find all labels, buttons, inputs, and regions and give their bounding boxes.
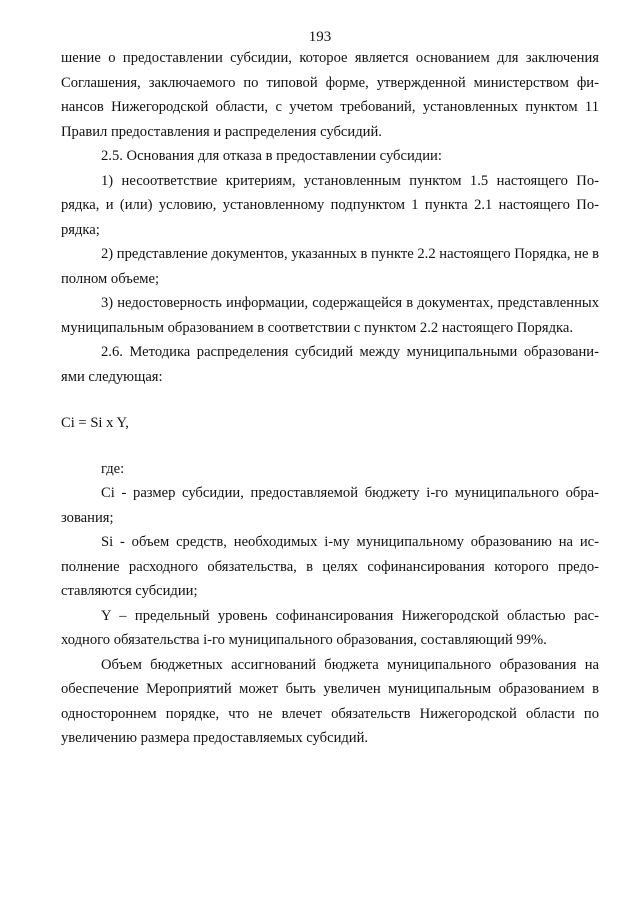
paragraph-budget-allocations: Объем бюджетных ассигнований бюджета муниципального образования на обеспечение Мероприятий может быть увеличен муниципальным образованием в одностороннем порядке, что не влечет обязательств Нижегородской области по увеличению размера предоставляемых субсидий.: [61, 656, 599, 746]
document-body: [61, 46, 599, 751]
paragraph-refusal-ground-1: 1) несоответствие критериям, установленным пунктом 1.5 настоящего Порядка, и (или) условию, установленному подпунктом 1 пункта 2.1 настоящего Порядка;: [61, 172, 599, 238]
page-number: 193: [308, 29, 332, 45]
paragraph-refusal-ground-2: 2) представление документов, указанных в пункте 2.2 настоящего Порядка, не в полном объеме;: [61, 246, 599, 287]
formula-where-label: где:: [101, 460, 125, 477]
paragraph-refusal-ground-3: 3) недостоверность информации, содержащейся в документах, представленных муниципальным образованием в соответствии с пунктом 2.2 настоящего Порядка.: [61, 295, 599, 336]
definition-si: Si - объем средств, необходимых i-му муниципальному образованию на исполнение расходного обязательства, в целях софинансирования которого предоставляются субсидии;: [61, 534, 599, 599]
definition-ci: Ci - размер субсидии, предоставляемой бюджету i-го муниципального образования;: [61, 485, 599, 526]
paragraph-refusal-grounds-heading: 2.5. Основания для отказа в предоставлении субсидии:: [101, 148, 442, 164]
paragraph-distribution-method: 2.6. Методика распределения субсидий между муниципальными образованиями следующая:: [61, 344, 599, 385]
formula: Ci = Si x Y,: [61, 415, 129, 431]
paragraph-continuation: шение о предоставлении субсидии, которое является основанием для заключения Соглашения, заключаемого по типовой форме, утвержденной министерством финансов Нижегородской области, с учетом требований, установленных пунктом 11 Правил предоставления и распределения субсидий.: [61, 50, 599, 140]
definition-y: Y – предельный уровень софинансирования Нижегородской областью расходного обязательства i-го муниципального образования, составляющий 99%.: [61, 607, 599, 648]
